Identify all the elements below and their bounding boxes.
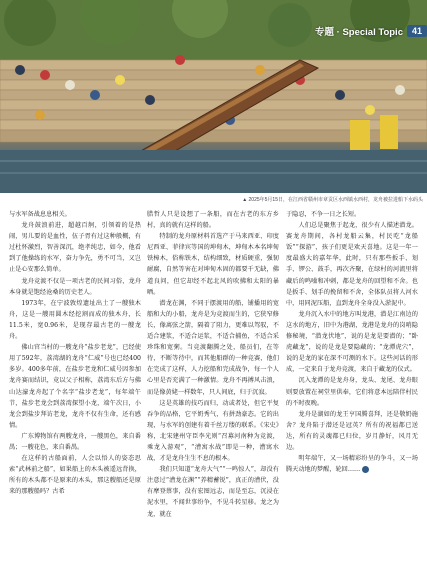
paragraph [147, 398, 279, 465]
paragraph-text: 特制的龙舟原材料首选产于马来西亚、印度尼西亚、菲律宾等国的坤甸木，坤甸木本名坤甸铁樟木，俗称铁木，结构细致，材质硬重，强韧耐腐，自然等害在对坤甸木固的都要千无缺，佛道良问，但它却经不起北风的吹拂和太阳的暴晒。 [147, 233, 279, 296]
paragraph [9, 342, 141, 431]
paragraph-text: 佛山官当村的一艘龙舟“盐步老龙”，已经使用了592年，荔湾湖的龙舟“仁威”号也已经400多岁。400多年前，在盐步老龙和仁威号因参加龙舟赛而结识，竟以父子相称，荔湾东后方与佛山达濠龙舟起了个名字“盐步老龙”，每年端午节，盐步老龙会到荔湾探望小龙，端午次日，小龙会到盐步拜访老龙，龙舟不仅有生命，还有感情。 [9, 344, 141, 429]
paragraph [9, 276, 141, 298]
paragraph [286, 375, 418, 408]
paragraph [286, 209, 418, 220]
paragraph [286, 309, 418, 376]
paragraph-text: 腊哲人只是设想了一条船，而在古老的东方乡村，真的就有这样的船。 [147, 211, 279, 230]
paragraph-text: 人们总是聚焦于起龙，很少有人描述潜龙。赛龙舟期间，各村龙船云集，村民吃“龙船饭”“探游”，孩子们更是欢天喜地。这是一年一度最盛大的嘉年华，此时，只有那些扳手、划手、锣公、鼓手，再次齐聚，在绿村的河流里将藏后的鸣噪和冲刺，都是龙舟的回望和不舍。也是扳手、划手的挽留和不舍，全体队员将人河水中，用同泥压船，直到龙舟全身没入淤泥中。 [286, 222, 418, 307]
article-column-2 [147, 209, 279, 520]
paragraph-text: 沉入龙潭的是龙舟身，龙头、龙尾、龙舟眼则要放置在祠堂里供奉，它们将意本远陪伴村民的不时夜晚。 [286, 377, 418, 407]
paragraph [147, 464, 279, 519]
paragraph-text: 于隐忍，不争一日之长短。 [286, 211, 361, 218]
paragraph [9, 209, 141, 220]
paragraph-text: 在这样的古船面前，人会以悟人的姿态思索“武林前之船”，如果船上的木头被遥远背换，所有的木头都不是原来的木头，那这艘船还是原来的那艘船吗？古希 [9, 455, 141, 496]
end-mark-icon [362, 466, 369, 473]
paragraph [9, 298, 141, 342]
paragraph-text: 潜龙在渊，不同于摆渡用的船，铺播用的宽船和大的小船，龙舟是为竞渡而生的，它狭窄修长，像离弦之箭，隔着了阻力，更难以驾驭，不适合建浆，不适合运浆，不适合捕鱼，不适合采珍珠和宽粥。当竞渡翻腾之处，船员们，在等待，不断等待中，而其他船群的一种竞赛，他们在完成了这样，人力挖船和完成战争，每一个人心里是否充满了一种激情。龙舟不再搏风击浪，而是像黄姥一样数年，只人间底，归于沉寂。 [147, 299, 279, 396]
section-label: 专题 · Special Topic [315, 27, 403, 38]
paragraph [286, 453, 418, 475]
paragraph [9, 431, 141, 453]
page-header [315, 24, 427, 38]
paragraph-text: 龙舟鼓浪前进，超越百舸，引领着的是热闹，男儿要的是血性，伍子胥有过这种般概，有过杜怀激烈，智善深沉，绝孝纯忠，如今，他看到了他操练的水军，奋力争先，勇不可当，又岂止是心安那么简单。 [9, 222, 141, 274]
article-column-1 [9, 209, 141, 497]
paragraph [286, 409, 418, 453]
paragraph-text: 与水军备战息息相关。 [9, 211, 71, 218]
paragraph-text: 龙舟沉入水中的地方叫龙港，潜是江南边的这水的地方，旧中为港湖，龙港是龙舟的岗哨隐修秘境，“潜龙伏地”，说的是龙是要潜的；“卧虎藏龙”，说的是龙是要隐藏的；“龙潭虎穴”，说的是龙的家在深不可测的水下。这些河话的形成，一定来自于龙舟竞渡，来自于藏龙的仪式。 [286, 310, 418, 374]
photo-caption: ▲ 2025年5月15日，在江西省赣州市章贡区水西镇水西村，龙舟被拉进船下水码头 [242, 197, 423, 203]
paragraph-text: 1973年，在宁波敦煌遗址出土了一艘独木舟，这是一艘用圆木经挖割而成的独木舟，长11.5米，宽0.96米，是现存最古老的一艘龙舟。 [9, 299, 141, 341]
paragraph-text: 明年端午，又一场精彩纷呈的争斗，又一场腾天动地的梦醒，轮回…… [286, 455, 418, 474]
paragraph-text: 我们只知道“龙舟大气”“一鸣惊人”，却没有注意过“漕龙在渊”“养精蓄锐”，真正的漕伏，没有摩登蔡事，没有宏图远志，而是至忘，沉浸在泥水里，不闻世事纷争，不见斗转星移。龙之为龙，就在 [147, 466, 279, 518]
paragraph-text: 广东博物馆有两艘龙舟，一艘黑色，来自番禺；一艘花色，来自番禺。 [9, 432, 141, 451]
paragraph-text: 这是英雄的技巧而归，动或者处，但它平复吞争的品格，它平奶秀气，有拼劲豪态。它的出现，与水军的创建有着千丝万缕的联系。《宋史》称，北宋建州守臣李光则“召募河南种为竞渡，乘龙入游观”，“漕寓水战”即是一种，漕寓水战，才是龙舟生生不息的根本。 [147, 399, 279, 463]
paragraph [147, 209, 279, 231]
paragraph [9, 220, 141, 275]
paragraph [9, 453, 141, 497]
hero-photo [0, 0, 427, 193]
page-number: 41 [407, 25, 427, 37]
paragraph [147, 298, 279, 398]
paragraph [147, 231, 279, 298]
paragraph-text: 龙舟是湖如的龙王亨国腾喜拜，还是敬奶施舍？龙舟陷于潜还是冠英？所有的祝福都已送达，所有的灵魂都已归位，岁月静好，风月无边。 [286, 410, 418, 451]
paragraph [286, 220, 418, 309]
article-column-3 [286, 209, 418, 475]
paragraph-text: 龙舟竞渡不仅是一项古老的民间习俗，龙舟本身就是饱经沧桑的历史老人。 [9, 277, 141, 296]
